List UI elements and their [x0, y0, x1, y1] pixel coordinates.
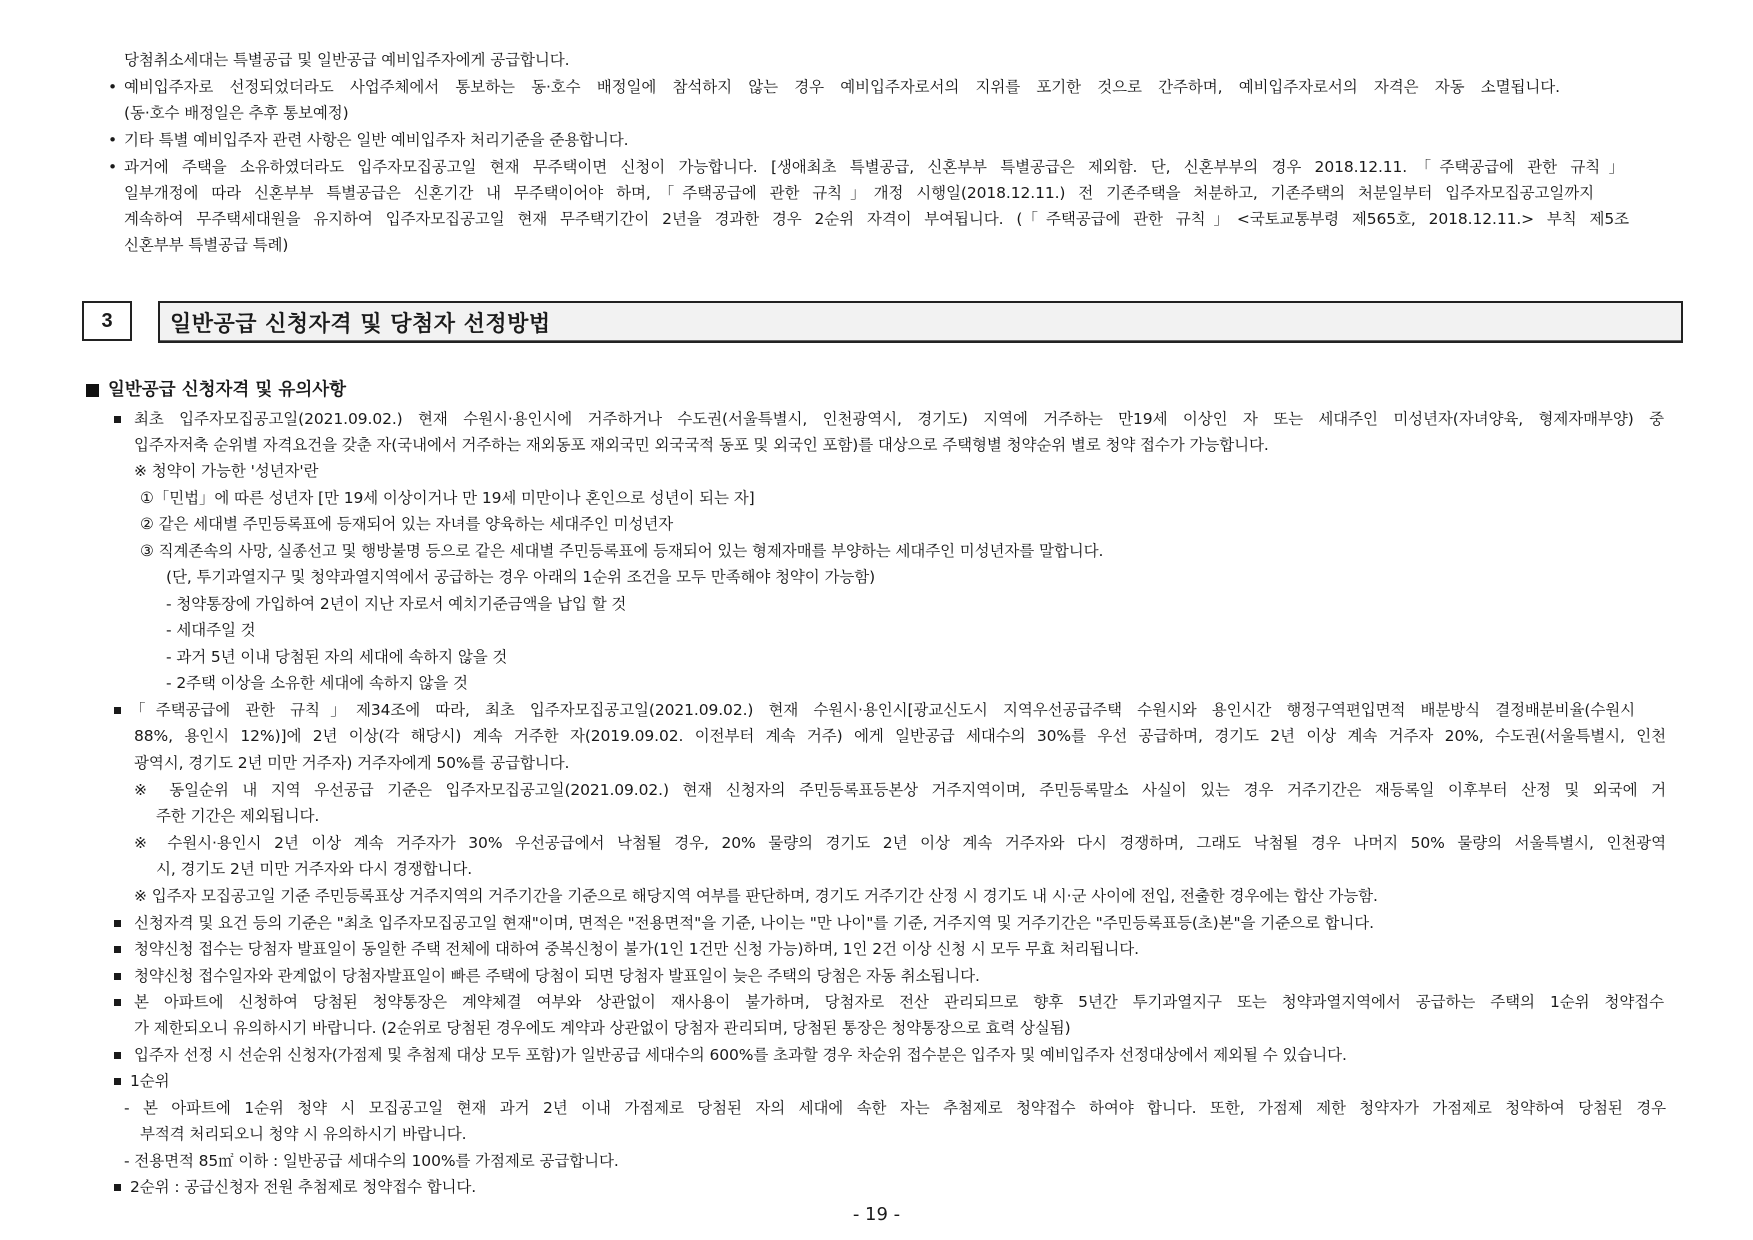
- paragraph-line: 계속하여 무주택세대원을 유지하여 입주자모집공고일 현재 무주택기간이 2년을 경과한 경우 2순위 자격이 부여됩니다. (「주택공급에 관한 규칙」<국토교통부령 제565호, 2018.12.11.> 부칙 제5조: [124, 210, 1629, 228]
- paragraph-line: 입주자 선정 시 선순위 신청자(가점제 및 추첨제 대상 모두 포함)가 일반공급 세대수의 600%를 초과할 경우 차순위 접수분은 입주자 및 예비입주자 선정대상에서 제외될 수 있습니다.: [134, 1046, 1347, 1064]
- paragraph-line: 당첨취소세대는 특별공급 및 일반공급 예비입주자에게 공급합니다.: [124, 51, 570, 69]
- note-line: ※ 수원시·용인시 2년 이상 계속 거주자가 30% 우선공급에서 낙첨될 경우, 20% 물량의 경기도 2년 이상 계속 거주자와 다시 경쟁하며, 그래도 낙첨될 경우 나머지 50% 물량의 서울특별시, 인천광역: [134, 834, 1666, 852]
- paragraph-line: 예비입주자로 선정되었더라도 사업주체에서 통보하는 동·호수 배정일에 참석하지 않는 경우 예비입주자로서의 지위를 포기한 것으로 간주하며, 예비입주자로서의 자격은 자동 소멸됩니다.: [124, 78, 1560, 96]
- list-item: 부적격 처리되오니 청약 시 유의하시기 바랍니다.: [140, 1125, 467, 1143]
- note-line: 시, 경기도 2년 미만 거주자와 다시 경쟁합니다.: [156, 860, 473, 878]
- square-bullet-icon: [114, 1184, 121, 1191]
- list-item: - 본 아파트에 1순위 청약 시 모집공고일 현재 과거 2년 이내 가점제로 당첨된 자의 세대에 속한 자는 추첨제로 청약접수 하여야 합니다. 또한, 가점제 제한 청약자가 가점제로 청약하여 당첨된 경우: [124, 1099, 1666, 1117]
- subheading: 일반공급 신청자격 및 유의사항: [108, 380, 347, 400]
- paragraph-line: 기타 특별 예비입주자 관련 사항은 일반 예비입주자 처리기준을 준용합니다.: [124, 131, 629, 149]
- paragraph-line: 입주자저축 순위별 자격요건을 갖춘 자(국내에서 거주하는 재외동포 재외국민 외국국적 동포 및 외국인 포함)를 대상으로 주택형별 청약순위 별로 청약 접수가 가능합니다.: [134, 436, 1269, 454]
- square-bullet-icon: [114, 999, 121, 1006]
- paragraph-line: 청약신청 접수일자와 관계없이 당첨자발표일이 빠른 주택에 당첨이 되면 당첨자 발표일이 늦은 주택의 당첨은 자동 취소됩니다.: [134, 967, 980, 985]
- list-item: - 청약통장에 가입하여 2년이 지난 자로서 예치기준금액을 납입 할 것: [166, 595, 627, 613]
- paragraph-line: 과거에 주택을 소유하였더라도 입주자모집공고일 현재 무주택이면 신청이 가능합니다. [생애최초 특별공급, 신혼부부 특별공급은 제외함. 단, 신혼부부의 경우 2018.12.11.「주택공급에 관한 규칙」: [124, 158, 1624, 176]
- list-item: - 과거 5년 이내 당첨된 자의 세대에 속하지 않을 것: [166, 648, 508, 666]
- list-item: ② 같은 세대별 주민등록표에 등재되어 있는 자녀를 양육하는 세대주인 미성년자: [140, 515, 674, 533]
- square-bullet-icon: [114, 1078, 121, 1085]
- paragraph-line: 본 아파트에 신청하여 당첨된 청약통장은 계약체결 여부와 상관없이 재사용이 불가하며, 당첨자로 전산 관리되므로 향후 5년간 투기과열지구 또는 청약과열지역에서 공급하는 주택의 1순위 청약접수: [134, 993, 1664, 1011]
- note-line: ※ 입주자 모집공고일 기준 주민등록표상 거주지역의 거주기간을 기준으로 해당지역 여부를 판단하며, 경기도 거주기간 산정 시 경기도 내 시·군 사이에 전입, 전출한 경우에는 합산 가능함.: [134, 887, 1378, 905]
- paragraph-line: 2순위 : 공급신청자 전원 추첨제로 청약접수 합니다.: [130, 1178, 477, 1196]
- list-item: - 전용면적 85㎡ 이하 : 일반공급 세대수의 100%를 가점제로 공급합니다.: [124, 1152, 619, 1170]
- paragraph-line: 청약신청 접수는 당첨자 발표일이 동일한 주택 전체에 대하여 중복신청이 불가(1인 1건만 신청 가능)하며, 1인 2건 이상 신청 시 모두 무효 처리됩니다.: [134, 940, 1139, 958]
- paragraph-line: 1순위: [130, 1072, 170, 1090]
- note-line: 주한 기간은 제외됩니다.: [156, 807, 320, 825]
- section-title: 일반공급 신청자격 및 당첨자 선정방법: [158, 301, 1683, 343]
- note-line: ※ 동일순위 내 지역 우선공급 기준은 입주자모집공고일(2021.09.02.) 현재 신청자의 주민등록표등본상 거주지역이며, 주민등록말소 사실이 있는 경우 거주기간은 재등록일 이후부터 산정 및 외국에 거: [134, 781, 1666, 799]
- square-bullet-icon: [114, 1052, 121, 1059]
- square-bullet-icon: [114, 973, 121, 980]
- paragraph-line: 88%, 용인시 12%)]에 2년 이상(각 해당시) 계속 거주한 자(2019.09.02. 이전부터 계속 거주) 에게 일반공급 세대수의 30%를 우선 공급하며, 경기도 2년 이상 계속 거주자 20%, 수도권(서울특별시, 인천: [134, 727, 1666, 745]
- paragraph-line: 「주택공급에 관한 규칙」제34조에 따라, 최초 입주자모집공고일(2021.09.02.) 현재 수원시·용인시[광교신도시 지역우선공급주택 수원시와 용인시간 행정구역편입면적 배분방식 결정배분비율(수원시: [130, 701, 1635, 719]
- square-bullet-icon: [114, 946, 121, 953]
- bullet-dot-icon: •: [108, 78, 118, 96]
- page-number: - 19 -: [852, 1204, 901, 1225]
- bullet-dot-icon: •: [108, 131, 118, 149]
- list-item: - 2주택 이상을 소유한 세대에 속하지 않을 것: [166, 674, 468, 692]
- list-item: ③ 직계존속의 사망, 실종선고 및 행방불명 등으로 같은 세대별 주민등록표에 등재되어 있는 형제자매를 부양하는 세대주인 미성년자를 말합니다.: [140, 542, 1104, 560]
- square-bullet-icon: [86, 384, 99, 397]
- square-bullet-icon: [114, 416, 121, 423]
- section-number: 3: [82, 301, 132, 341]
- paragraph-line: 최초 입주자모집공고일(2021.09.02.) 현재 수원시·용인시에 거주하거나 수도권(서울특별시, 인천광역시, 경기도) 지역에 거주하는 만19세 이상인 자 또는 세대주인 미성년자(자녀양육, 형제자매부양) 중: [134, 410, 1664, 428]
- paragraph-line: 일부개정에 따라 신혼부부 특별공급은 신혼기간 내 무주택이어야 하며,「주택공급에 관한 규칙」개정 시행일(2018.12.11.) 전 기존주택을 처분하고, 기존주택의 처분일부터 입주자모집공고일까지: [124, 184, 1594, 202]
- paragraph-line: (동·호수 배정일은 추후 통보예정): [124, 104, 349, 122]
- square-bullet-icon: [114, 707, 121, 714]
- square-bullet-icon: [114, 920, 121, 927]
- list-item: ①「민법」에 따른 성년자 [만 19세 이상이거나 만 19세 미만이나 혼인으로 성년이 되는 자]: [140, 489, 755, 507]
- bullet-dot-icon: •: [108, 158, 118, 176]
- note-line: ※ 청약이 가능한 '성년자'란: [134, 462, 319, 480]
- paragraph-line: 신혼부부 특별공급 특례): [124, 236, 289, 254]
- list-item: - 세대주일 것: [166, 621, 256, 639]
- paragraph-line: 광역시, 경기도 2년 미만 거주자) 거주자에게 50%를 공급합니다.: [134, 754, 570, 772]
- paragraph-line: 신청자격 및 요건 등의 기준은 "최초 입주자모집공고일 현재"이며, 면적은 "전용면적"을 기준, 나이는 "만 나이"를 기준, 거주지역 및 거주기간은 "주민등록표등(초)본"을 기준으로 합니다.: [134, 914, 1374, 932]
- list-item: (단, 투기과열지구 및 청약과열지역에서 공급하는 경우 아래의 1순위 조건을 모두 만족해야 청약이 가능함): [166, 568, 876, 586]
- paragraph-line: 가 제한되오니 유의하시기 바랍니다. (2순위로 당첨된 경우에도 계약과 상관없이 당첨자 관리되며, 당첨된 통장은 청약통장으로 효력 상실됨): [134, 1019, 1071, 1037]
